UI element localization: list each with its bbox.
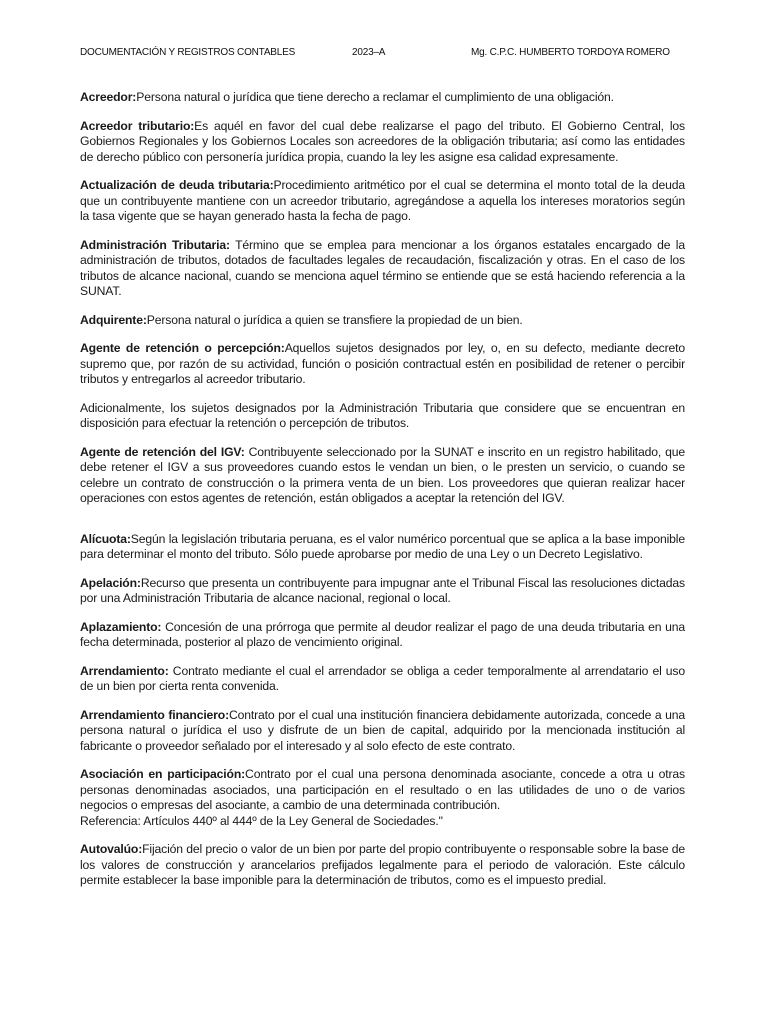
entry-definition: Contrato por el cual una institución financiera debidamente autorizada, concede a una persona natural o jurídica el uso y disfrute de un bien de capital, adquirido por la mencionada institución al fabricante o proveedor señalado por el interesado y al solo efecto de este contrato. — [80, 707, 685, 753]
entry-definition: Concesión de una prórroga que permite al deudor realizar el pago de una deuda tributaria en una fecha determinada, posterior al plazo de vencimiento original. — [80, 619, 685, 649]
entry-term: Acreedor: — [80, 90, 137, 104]
glossary-entry-apelacion — [80, 576, 685, 607]
entry-definition: Contrato mediante el cual el arrendador se obliga a ceder temporalmente al arrendatario el uso de un bien por cierta renta convenida. — [80, 663, 685, 693]
entry-definition: Fijación del precio o valor de un bien por parte del propio contribuyente o responsable sobre la base de los valores de construcción y arancelarios prefijados legalmente para el periodo de valoración. Este cálculo permite establecer la base imponible para la determinación de tributos, como es el impuesto predial. — [80, 842, 685, 887]
glossary — [80, 90, 685, 902]
entry-definition: Procedimiento aritmético por el cual se determina el monto total de la deuda que un contribuyente mantiene con un acreedor tributario, agregándose a aquella los intereses moratorios según la tasa vigente que se hayan generado hasta la fecha de pago. — [80, 178, 685, 223]
header-term: 2023–A — [352, 47, 386, 58]
entry-definition: Es aquél en favor del cual debe realizarse el pago del tributo. El Gobierno Central, los Gobiernos Regionales y los Gobiernos Locales son acreedores de la obligación tributaria; así como las entidades de derecho público con personería jurídica propia, cuando la ley les asigne esa calidad expresamente. — [80, 118, 685, 164]
entry-term: Asociación en participación: — [80, 767, 246, 781]
glossary-entry-acreedor-tributario — [80, 119, 685, 166]
glossary-entry-actualizacion-deuda — [80, 178, 685, 225]
entry-term: Arrendamiento: — [80, 663, 169, 678]
glossary-entry-acreedor — [80, 90, 685, 106]
glossary-entry-adquirente — [80, 313, 685, 329]
glossary-entry-alicuota — [80, 532, 685, 563]
entry-term: Administración Tributaria: — [80, 237, 230, 252]
entry-definition: Término que se emplea para mencionar a los órganos estatales encargado de la administración de tributos, dotados de facultades legales de recaudación, fiscalización y otras. En el caso de los tributos de alcance nacional, cuando se menciona aquel término se entiende que se está haciendo referencia a la SUNAT. — [80, 237, 685, 298]
glossary-entry-arrendamiento-financiero — [80, 708, 685, 755]
entry-definition: Persona natural o jurídica que tiene derecho a reclamar el cumplimiento de una obligación. — [136, 90, 614, 104]
entry-term: Adquirente: — [80, 312, 147, 327]
entry-definition: Contribuyente seleccionado por la SUNAT e inscrito en un registro habilitado, que debe retener el IGV a sus proveedores cuando estos le vendan un bien, o le presten un servicio, o cuando se celebre un contrato de construcción o la primera venta de un bien. Los proveedores que quieran realizar hacer operaciones con estos agentes de retención, están obligados a aceptar la retención del IGV. — [80, 444, 686, 505]
glossary-entry-agente-retencion-percepcion — [80, 341, 685, 388]
entry-definition: Adicionalmente, los sujetos designados por la Administración Tributaria que considere que se encuentran en disposición para efectuar la retención o percepción de tributos. — [80, 400, 685, 430]
entry-term: Agente de retención o percepción: — [80, 341, 285, 355]
glossary-entry-agente-retencion-igv — [80, 445, 685, 507]
glossary-entry-administracion-tributaria — [80, 238, 685, 300]
entry-term: Arrendamiento financiero: — [80, 707, 229, 722]
entry-definition: Persona natural o jurídica a quien se transfiere la propiedad de un bien. — [146, 312, 523, 327]
entry-definition: Recurso que presenta un contribuyente para impugnar ante el Tribunal Fiscal las resoluciones dictadas por una Administración Tributaria de alcance nacional, regional o local. — [80, 575, 685, 605]
entry-term: Actualización de deuda tributaria: — [80, 178, 274, 192]
glossary-entry-arrendamiento — [80, 664, 685, 695]
glossary-entry-adicionalmente — [80, 401, 685, 432]
header-course-title: DOCUMENTACIÓN Y REGISTROS CONTABLES — [80, 47, 296, 58]
glossary-entry-asociacion-participacion — [80, 767, 685, 829]
entry-term: Acreedor tributario: — [80, 118, 195, 133]
glossary-entry-autovaluo — [80, 842, 685, 889]
entry-term: Aplazamiento: — [80, 619, 162, 634]
entry-term: Alícuota: — [80, 531, 131, 546]
entry-definition: Aquellos sujetos designados por ley, o, en su defecto, mediante decreto supremo que, por razón de su actividad, función o posición contractual estén en posibilidad de retener o percibir tributos y entregarlos al acreedor tributario. — [80, 341, 685, 386]
glossary-entry-aplazamiento — [80, 620, 685, 651]
entry-reference: Referencia: Artículos 440º al 444º de la Ley General de Sociedades." — [80, 813, 443, 828]
entry-term: Agente de retención del IGV: — [80, 444, 245, 459]
entry-definition: Contrato por el cual una persona denominada asociante, concede a otra u otras personas denominadas asociados, una participación en el resultado o en las utilidades de uno o de varios negocios o empresas del asociante, a cambio de una determinada contribución. — [80, 767, 685, 812]
entry-term: Apelación: — [80, 575, 141, 590]
header-author: Mg. C.P.C. HUMBERTO TORDOYA ROMERO — [471, 47, 670, 58]
entry-definition: Según la legislación tributaria peruana, es el valor numérico porcentual que se aplica a la base imponible para determinar el monto del tributo. Sólo puede aprobarse por medio de una Ley o un Decreto Legislativo. — [80, 531, 685, 561]
entry-term: Autovalúo: — [80, 842, 143, 856]
